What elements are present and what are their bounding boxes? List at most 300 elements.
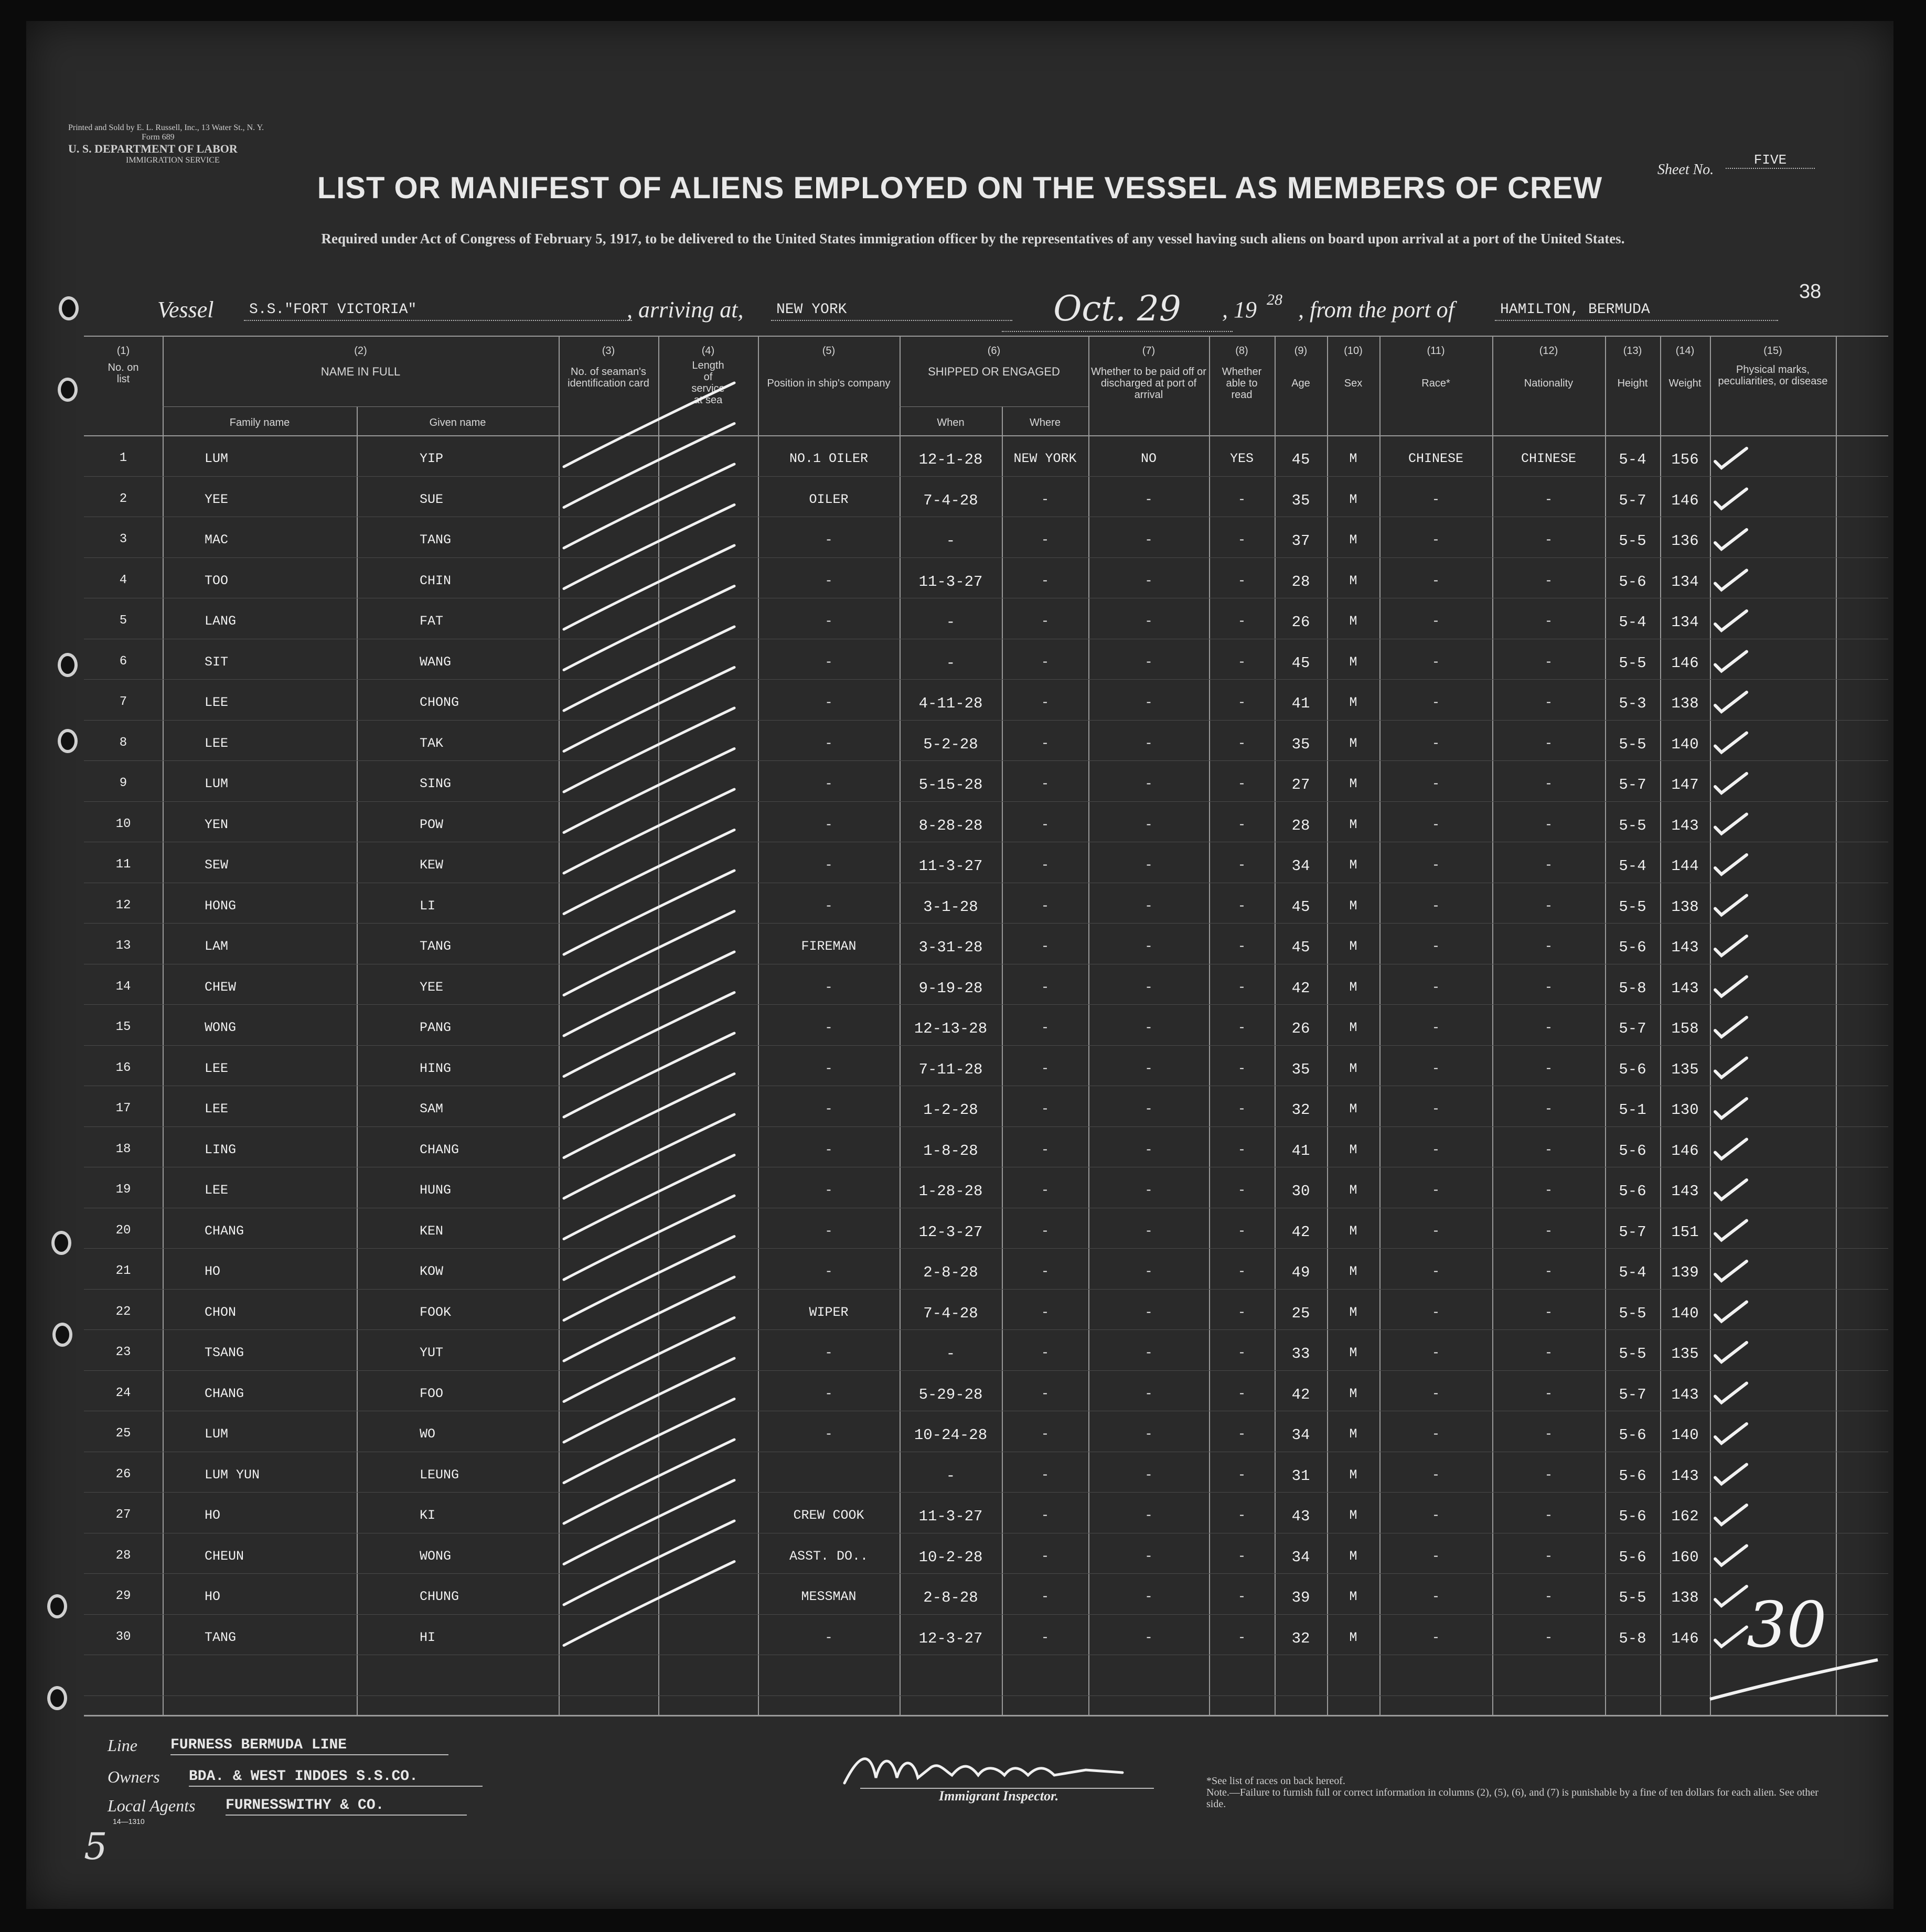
total-count: 30 bbox=[1747, 1589, 1827, 1662]
able-to-read-cell: - bbox=[1237, 491, 1246, 507]
family-name-cell: HO bbox=[205, 1589, 221, 1604]
shipped-when-cell: 7-4-28 bbox=[923, 491, 978, 509]
given-name-header: Given name bbox=[429, 417, 486, 428]
race-cell: - bbox=[1431, 1467, 1440, 1483]
weight-cell: 158 bbox=[1671, 1020, 1699, 1037]
shipped-when-cell: 5-29-28 bbox=[918, 1386, 983, 1403]
weight-cell: 138 bbox=[1671, 898, 1699, 916]
height-cell: 5-5 bbox=[1619, 735, 1646, 753]
shipped-where-cell: - bbox=[1041, 1060, 1049, 1076]
shipped-where-cell: - bbox=[1041, 491, 1049, 507]
dash-stroke bbox=[564, 911, 734, 995]
able-to-read-cell: - bbox=[1237, 1426, 1246, 1442]
paid-off-cell: - bbox=[1144, 939, 1153, 954]
shipped-where-cell: - bbox=[1041, 1426, 1049, 1442]
manifest-sheet bbox=[26, 21, 1893, 1909]
col-physical-header: (15) Physical marks, peculiarities, or disease bbox=[1718, 345, 1828, 387]
race-cell: - bbox=[1431, 1345, 1440, 1360]
age-cell: 34 bbox=[1291, 1548, 1310, 1566]
nationality-cell: - bbox=[1544, 1589, 1553, 1604]
given-name-cell: YIP bbox=[420, 451, 444, 466]
paid-off-cell: - bbox=[1144, 491, 1153, 507]
given-name-cell: CHUNG bbox=[420, 1589, 459, 1604]
race-cell: - bbox=[1431, 1223, 1440, 1239]
position-cell: - bbox=[825, 898, 833, 914]
able-to-read-cell: - bbox=[1237, 1060, 1246, 1076]
row-number-cell: 30 bbox=[115, 1629, 131, 1644]
given-name-cell: SAM bbox=[420, 1101, 444, 1117]
nationality-cell: - bbox=[1544, 491, 1553, 507]
position-cell: - bbox=[825, 1101, 833, 1117]
height-cell: 5-5 bbox=[1619, 898, 1646, 916]
age-cell: 45 bbox=[1291, 939, 1310, 956]
dash-stroke bbox=[564, 1155, 734, 1239]
able-to-read-cell: - bbox=[1237, 1101, 1246, 1117]
position-cell: NO.1 OILER bbox=[789, 451, 869, 466]
family-name-cell: LUM bbox=[205, 776, 229, 791]
given-name-cell: YEE bbox=[420, 979, 444, 995]
col-shipped-header: (6) SHIPPED OR ENGAGED bbox=[928, 345, 1060, 378]
sex-cell: M bbox=[1349, 491, 1357, 507]
sex-cell: M bbox=[1349, 1589, 1357, 1604]
shipped-where-cell: - bbox=[1041, 1183, 1049, 1198]
shipped-where-cell: - bbox=[1041, 614, 1049, 629]
page-title: LIST OR MANIFEST OF ALIENS EMPLOYED ON THE VESSEL AS MEMBERS OF CREW bbox=[317, 171, 1603, 205]
height-cell: 5-5 bbox=[1619, 654, 1646, 672]
family-name-cell: LEE bbox=[205, 735, 229, 751]
dash-stroke bbox=[564, 1358, 734, 1442]
col-no-header: (1) No. on list bbox=[108, 345, 139, 385]
paid-off-cell: - bbox=[1144, 614, 1153, 629]
year-label: , 19 bbox=[1222, 297, 1257, 323]
family-name-cell: LUM bbox=[205, 1426, 229, 1442]
family-name-cell: TANG bbox=[205, 1629, 237, 1645]
race-cell: - bbox=[1431, 1142, 1440, 1157]
given-name-cell: TAK bbox=[420, 735, 444, 751]
able-to-read-cell: - bbox=[1237, 573, 1246, 588]
family-name-cell: HO bbox=[205, 1264, 221, 1279]
row-number-cell: 24 bbox=[115, 1386, 131, 1400]
check-mark bbox=[1715, 611, 1747, 630]
height-cell: 5-8 bbox=[1619, 1629, 1646, 1647]
given-name-cell: WO bbox=[420, 1426, 436, 1442]
col-name-header: (2) NAME IN FULL bbox=[320, 345, 401, 378]
weight-cell: 135 bbox=[1671, 1060, 1699, 1078]
row-number-cell: 19 bbox=[115, 1183, 131, 1197]
family-name-cell: LUM YUN bbox=[205, 1467, 260, 1483]
age-cell: 39 bbox=[1291, 1589, 1310, 1606]
sex-cell: M bbox=[1349, 451, 1357, 466]
family-name-cell: CHANG bbox=[205, 1386, 244, 1401]
weight-cell: 147 bbox=[1671, 776, 1699, 793]
given-name-cell: LEUNG bbox=[420, 1467, 459, 1483]
given-name-cell: SUE bbox=[420, 491, 444, 507]
family-name-cell: HO bbox=[205, 1508, 221, 1523]
penalty-note: Note.—Failure to furnish full or correct information in columns (2), (5), (6), and (7) is punishable by a fine of ten dollars for each alien. See other side. bbox=[1206, 1787, 1818, 1810]
sex-cell: M bbox=[1349, 1304, 1357, 1320]
dash-stroke bbox=[564, 1114, 734, 1198]
race-cell: - bbox=[1431, 735, 1440, 751]
position-cell: - bbox=[825, 1386, 833, 1401]
family-name-cell: YEN bbox=[205, 817, 229, 832]
dash-stroke bbox=[564, 505, 734, 589]
row-number-cell: 13 bbox=[115, 939, 131, 953]
subtitle: Required under Act of Congress of February 5, 1917, to be delivered to the United States immigration officer by the representatives of any vessel having such aliens on board upon arrival at a port of the United States. bbox=[321, 231, 1625, 246]
position-cell: - bbox=[825, 1020, 833, 1035]
shipped-where-cell: - bbox=[1041, 1508, 1049, 1523]
sex-cell: M bbox=[1349, 1548, 1357, 1564]
punch-hole bbox=[52, 1323, 72, 1347]
nationality-cell: - bbox=[1544, 1629, 1553, 1645]
nationality-cell: - bbox=[1544, 857, 1553, 873]
shipped-where-cell: - bbox=[1041, 1345, 1049, 1360]
shipped-when-cell: 10-2-28 bbox=[918, 1548, 983, 1566]
position-cell: WIPER bbox=[809, 1304, 849, 1320]
from-port: HAMILTON, BERMUDA bbox=[1495, 302, 1778, 321]
corner-mark: 5 bbox=[84, 1825, 108, 1868]
shipped-when-cell: 12-1-28 bbox=[918, 451, 983, 468]
family-name-cell: HONG bbox=[205, 898, 237, 914]
race-cell: - bbox=[1431, 979, 1440, 995]
sex-cell: M bbox=[1349, 857, 1357, 873]
age-cell: 35 bbox=[1291, 1060, 1310, 1078]
punch-hole bbox=[58, 729, 78, 753]
position-cell: - bbox=[825, 1426, 833, 1442]
dash-stroke bbox=[564, 627, 734, 711]
sex-cell: M bbox=[1349, 1060, 1357, 1076]
age-cell: 35 bbox=[1291, 491, 1310, 509]
col-service-header: (4) Length of service at sea bbox=[691, 345, 725, 406]
able-to-read-cell: - bbox=[1237, 532, 1246, 548]
position-cell: - bbox=[825, 695, 833, 710]
able-to-read-cell: - bbox=[1237, 1589, 1246, 1604]
printer-info bbox=[68, 123, 435, 165]
race-cell: - bbox=[1431, 1020, 1440, 1035]
nationality-cell: - bbox=[1544, 1508, 1553, 1523]
given-name-cell: KI bbox=[420, 1508, 436, 1523]
punch-hole bbox=[51, 1231, 71, 1255]
given-name-cell: KOW bbox=[420, 1264, 444, 1279]
crew-table bbox=[84, 336, 1888, 1715]
able-to-read-cell: - bbox=[1237, 1345, 1246, 1360]
vessel-line bbox=[157, 288, 1783, 329]
race-cell: - bbox=[1431, 857, 1440, 873]
position-cell: - bbox=[825, 614, 833, 629]
sex-cell: M bbox=[1349, 1101, 1357, 1117]
weight-cell: 143 bbox=[1671, 979, 1699, 997]
age-cell: 37 bbox=[1291, 532, 1310, 550]
nationality-cell: CHINESE bbox=[1521, 451, 1577, 466]
row-number-cell: 23 bbox=[115, 1345, 131, 1359]
check-mark bbox=[1715, 896, 1747, 915]
given-name-cell: HI bbox=[420, 1629, 436, 1645]
age-cell: 45 bbox=[1291, 898, 1310, 916]
family-name-cell: CHON bbox=[205, 1304, 237, 1320]
dash-stroke bbox=[564, 668, 734, 752]
position-cell: - bbox=[825, 1629, 833, 1645]
row-number-cell: 2 bbox=[119, 491, 127, 506]
able-to-read-cell: - bbox=[1237, 1467, 1246, 1483]
shipped-when-cell: - bbox=[946, 1467, 956, 1485]
position-cell: - bbox=[825, 1060, 833, 1076]
dash-stroke bbox=[564, 1074, 734, 1158]
paid-off-cell: - bbox=[1144, 573, 1153, 588]
paid-off-cell: - bbox=[1144, 1223, 1153, 1239]
height-cell: 5-5 bbox=[1619, 1304, 1646, 1322]
able-to-read-cell: - bbox=[1237, 1223, 1246, 1239]
age-cell: 32 bbox=[1291, 1101, 1310, 1119]
shipped-where-cell: - bbox=[1041, 939, 1049, 954]
shipped-where-header: Where bbox=[1030, 417, 1061, 428]
race-cell: - bbox=[1431, 695, 1440, 710]
given-name-cell: TANG bbox=[420, 532, 452, 548]
check-mark bbox=[1715, 1546, 1747, 1565]
weight-cell: 146 bbox=[1671, 654, 1699, 672]
shipped-when-cell: 12-3-27 bbox=[918, 1629, 983, 1647]
inspector-signature bbox=[839, 1746, 1164, 1794]
height-cell: 5-7 bbox=[1619, 776, 1646, 793]
row-number-cell: 7 bbox=[119, 695, 127, 709]
height-cell: 5-7 bbox=[1619, 1020, 1646, 1037]
shipped-when-cell: 10-24-28 bbox=[914, 1426, 988, 1444]
check-mark bbox=[1715, 1017, 1747, 1037]
shipped-when-cell: 7-4-28 bbox=[923, 1304, 978, 1322]
height-cell: 5-7 bbox=[1619, 491, 1646, 509]
nationality-cell: - bbox=[1544, 573, 1553, 588]
nationality-cell: - bbox=[1544, 654, 1553, 670]
check-mark bbox=[1715, 1383, 1747, 1403]
punch-hole bbox=[58, 653, 78, 677]
line-value: FURNESS BERMUDA LINE bbox=[170, 1737, 448, 1755]
position-cell: - bbox=[825, 817, 833, 832]
paid-off-cell: - bbox=[1144, 857, 1153, 873]
row-number-cell: 8 bbox=[119, 735, 127, 750]
position-cell: FIREMAN bbox=[801, 939, 857, 954]
family-name-cell: LANG bbox=[205, 614, 237, 629]
shipped-when-cell: - bbox=[946, 1345, 956, 1362]
row-number-cell: 26 bbox=[115, 1467, 131, 1482]
dash-stroke bbox=[564, 1196, 734, 1280]
nationality-cell: - bbox=[1544, 1183, 1553, 1198]
arriving-label: , arriving at, bbox=[627, 297, 744, 323]
dash-stroke bbox=[564, 586, 734, 670]
given-name-cell: LI bbox=[420, 898, 436, 914]
family-name-cell: SIT bbox=[205, 654, 229, 670]
paid-off-cell: - bbox=[1144, 1183, 1153, 1198]
age-cell: 35 bbox=[1291, 735, 1310, 753]
paid-off-cell: - bbox=[1144, 735, 1153, 751]
sex-cell: M bbox=[1349, 1020, 1357, 1035]
paid-off-cell: - bbox=[1144, 898, 1153, 914]
row-number-cell: 15 bbox=[115, 1020, 131, 1034]
given-name-cell: FOOK bbox=[420, 1304, 452, 1320]
row-number-cell: 17 bbox=[115, 1101, 131, 1115]
dash-stroke bbox=[564, 789, 734, 873]
shipped-where-cell: - bbox=[1041, 1223, 1049, 1239]
able-to-read-cell: YES bbox=[1229, 451, 1254, 466]
nationality-cell: - bbox=[1544, 695, 1553, 710]
paid-off-cell: - bbox=[1144, 979, 1153, 995]
shipped-where-cell: - bbox=[1041, 1589, 1049, 1604]
vessel-label: Vessel bbox=[157, 297, 214, 323]
height-cell: 5-5 bbox=[1619, 1345, 1646, 1362]
given-name-cell: WONG bbox=[420, 1548, 452, 1564]
nationality-cell: - bbox=[1544, 1548, 1553, 1564]
weight-cell: 146 bbox=[1671, 1629, 1699, 1647]
height-cell: 5-5 bbox=[1619, 817, 1646, 834]
paid-off-cell: - bbox=[1144, 654, 1153, 670]
nationality-cell: - bbox=[1544, 1142, 1553, 1157]
arriving-value: NEW YORK bbox=[771, 302, 1012, 321]
able-to-read-cell: - bbox=[1237, 898, 1246, 914]
col-weight-header: (14) Weight bbox=[1668, 345, 1702, 389]
race-cell: - bbox=[1431, 1508, 1440, 1523]
race-cell: - bbox=[1431, 939, 1440, 954]
nationality-cell: - bbox=[1544, 817, 1553, 832]
shipped-where-cell: - bbox=[1041, 695, 1049, 710]
row-number-cell: 20 bbox=[115, 1223, 131, 1238]
position-cell: - bbox=[825, 573, 833, 588]
nationality-cell: - bbox=[1544, 1467, 1553, 1483]
punch-hole bbox=[47, 1686, 67, 1710]
vessel-value: S.S."FORT VICTORIA" bbox=[244, 302, 632, 321]
shipped-where-cell: - bbox=[1041, 1386, 1049, 1401]
height-cell: 5-6 bbox=[1619, 1508, 1646, 1525]
position-cell: - bbox=[825, 735, 833, 751]
nationality-cell: - bbox=[1544, 532, 1553, 548]
paid-off-cell: - bbox=[1144, 695, 1153, 710]
owners-value: BDA. & WEST INDOES S.S.CO. bbox=[189, 1768, 483, 1787]
race-cell: - bbox=[1431, 898, 1440, 914]
dash-stroke bbox=[564, 871, 734, 954]
sex-cell: M bbox=[1349, 817, 1357, 832]
from-label: , from the port of bbox=[1298, 297, 1454, 323]
row-number-cell: 18 bbox=[115, 1142, 131, 1156]
shipped-when-cell: 1-28-28 bbox=[918, 1183, 983, 1200]
age-cell: 26 bbox=[1291, 614, 1310, 631]
sex-cell: M bbox=[1349, 776, 1357, 791]
age-cell: 42 bbox=[1291, 979, 1310, 997]
shipped-when-cell: 5-2-28 bbox=[923, 735, 978, 753]
family-name-cell: LEE bbox=[205, 1183, 229, 1198]
age-cell: 27 bbox=[1291, 776, 1310, 793]
able-to-read-cell: - bbox=[1237, 1183, 1246, 1198]
row-number-cell: 3 bbox=[119, 532, 127, 546]
family-name-cell: LING bbox=[205, 1142, 237, 1157]
weight-cell: 138 bbox=[1671, 1589, 1699, 1606]
race-cell: - bbox=[1431, 1060, 1440, 1076]
row-number-cell: 25 bbox=[115, 1426, 131, 1441]
sex-cell: M bbox=[1349, 573, 1357, 588]
given-name-cell: WANG bbox=[420, 654, 452, 670]
punch-hole bbox=[59, 296, 79, 320]
weight-cell: 146 bbox=[1671, 1142, 1699, 1160]
height-cell: 5-6 bbox=[1619, 1426, 1646, 1444]
check-mark bbox=[1715, 977, 1747, 996]
paid-off-cell: NO bbox=[1140, 451, 1157, 466]
nationality-cell: - bbox=[1544, 776, 1553, 791]
weight-cell: 143 bbox=[1671, 939, 1699, 956]
col-nationality-header: (12) Nationality bbox=[1524, 345, 1574, 389]
race-cell: - bbox=[1431, 1101, 1440, 1117]
shipped-where-cell: - bbox=[1041, 573, 1049, 588]
shipped-where-cell: - bbox=[1041, 817, 1049, 832]
shipped-when-cell: 3-1-28 bbox=[923, 898, 978, 916]
check-mark bbox=[1715, 1424, 1747, 1443]
shipped-where-cell: - bbox=[1041, 1142, 1049, 1157]
age-cell: 33 bbox=[1291, 1345, 1310, 1362]
given-name-cell: POW bbox=[420, 817, 444, 832]
sex-cell: M bbox=[1349, 1629, 1357, 1645]
paid-off-cell: - bbox=[1144, 1426, 1153, 1442]
position-cell: ASST. DO.. bbox=[789, 1548, 869, 1564]
race-cell: - bbox=[1431, 1426, 1440, 1442]
able-to-read-cell: - bbox=[1237, 1548, 1246, 1564]
shipped-when-cell: 1-8-28 bbox=[923, 1142, 978, 1160]
height-cell: 5-6 bbox=[1619, 1467, 1646, 1485]
check-mark bbox=[1715, 774, 1747, 793]
sex-cell: M bbox=[1349, 939, 1357, 954]
family-name-cell: TOO bbox=[205, 573, 229, 588]
able-to-read-cell: - bbox=[1237, 776, 1246, 791]
nationality-cell: - bbox=[1544, 1426, 1553, 1442]
shipped-when-cell: 12-13-28 bbox=[914, 1020, 988, 1037]
check-mark bbox=[1715, 855, 1747, 874]
dash-stroke bbox=[564, 1562, 734, 1646]
position-cell: - bbox=[825, 1264, 833, 1279]
row-number-cell: 9 bbox=[119, 776, 127, 790]
row-number-cell: 1 bbox=[119, 451, 127, 465]
shipped-where-cell: - bbox=[1041, 1020, 1049, 1035]
age-cell: 28 bbox=[1291, 573, 1310, 591]
weight-cell: 135 bbox=[1671, 1345, 1699, 1362]
dash-stroke bbox=[564, 1237, 734, 1321]
row-number-cell: 4 bbox=[119, 573, 127, 587]
nationality-cell: - bbox=[1544, 614, 1553, 629]
family-name-cell: LEE bbox=[205, 695, 229, 710]
paid-off-cell: - bbox=[1144, 1629, 1153, 1645]
shipped-when-header: When bbox=[937, 417, 965, 428]
age-cell: 25 bbox=[1291, 1304, 1310, 1322]
family-name-cell: WONG bbox=[205, 1020, 237, 1035]
shipped-when-cell: 3-31-28 bbox=[918, 939, 983, 956]
dash-stroke bbox=[564, 464, 734, 548]
row-number-cell: 10 bbox=[115, 817, 131, 831]
footnotes bbox=[1206, 1775, 1836, 1810]
sex-cell: M bbox=[1349, 898, 1357, 914]
weight-cell: 140 bbox=[1671, 1304, 1699, 1322]
family-name-cell: CHEW bbox=[205, 979, 237, 995]
shipped-when-cell: 7-11-28 bbox=[918, 1060, 983, 1078]
agents-value: FURNESSWITHY & CO. bbox=[226, 1797, 467, 1816]
dash-stroke bbox=[564, 993, 734, 1077]
height-cell: 5-6 bbox=[1619, 939, 1646, 956]
nationality-cell: - bbox=[1544, 1020, 1553, 1035]
able-to-read-cell: - bbox=[1237, 654, 1246, 670]
given-name-cell: CHIN bbox=[420, 573, 452, 588]
shipped-when-cell: 2-8-28 bbox=[923, 1264, 978, 1281]
shipped-when-cell: 11-3-27 bbox=[918, 1508, 983, 1525]
weight-cell: 143 bbox=[1671, 1467, 1699, 1485]
height-cell: 5-4 bbox=[1619, 857, 1646, 875]
nationality-cell: - bbox=[1544, 1345, 1553, 1360]
position-cell: - bbox=[825, 857, 833, 873]
family-name-cell: TSANG bbox=[205, 1345, 244, 1360]
punch-hole bbox=[58, 378, 78, 402]
given-name-cell: PANG bbox=[420, 1020, 452, 1035]
age-cell: 26 bbox=[1291, 1020, 1310, 1037]
able-to-read-cell: - bbox=[1237, 1304, 1246, 1320]
